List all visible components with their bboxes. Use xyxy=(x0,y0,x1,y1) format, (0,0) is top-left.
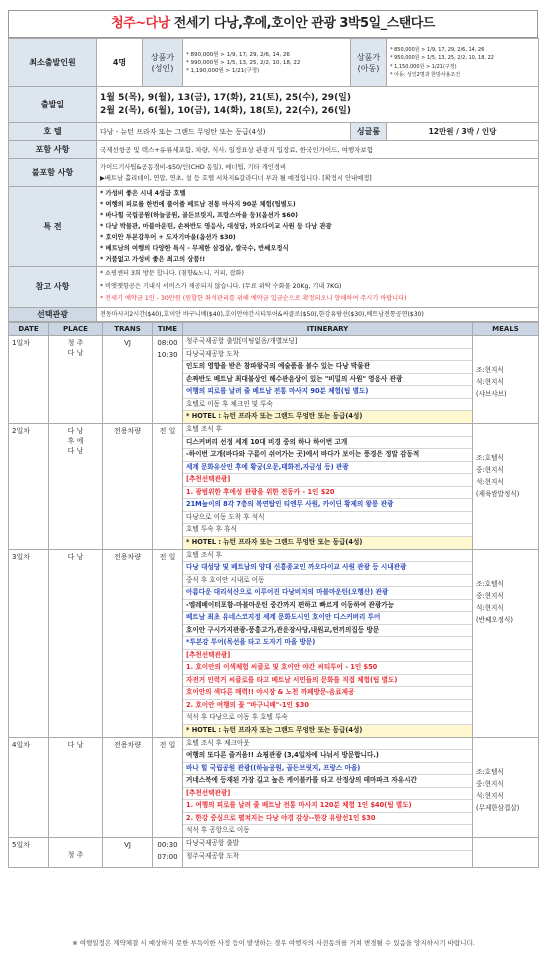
day-transport: 전용차량 xyxy=(103,549,153,737)
day-itinerary xyxy=(183,336,473,424)
feature-item: * 베트남의 여행의 다양한 특식 - 무제한 삼겹살, 쌀국수, 반쎄오정식 xyxy=(100,245,289,252)
itinerary-line: 호텔로 이동 후 체크인 및 투숙 xyxy=(183,399,472,412)
day-time: 00:30 07:00 xyxy=(153,838,183,868)
day-row xyxy=(9,424,539,550)
day-itinerary xyxy=(183,424,473,550)
itinerary-line: 자전거 인력거 씨클로를 타고 베트남 서민들의 문화를 직접 체험(팁 별도) xyxy=(183,675,472,688)
day-place: 청 주 xyxy=(49,838,103,868)
itinerary-line: 1. 호이안의 이색체험 씨클로 및 호이안 야간 씨티투어 - 1인 $50 xyxy=(183,662,472,675)
summary-table xyxy=(8,38,539,322)
day-time: 전 일 xyxy=(153,424,183,550)
reference-label: 참고 사항 xyxy=(9,267,97,308)
title-route: 청주~다낭 xyxy=(111,16,170,31)
day-row xyxy=(9,737,539,838)
day-meals: 조:호텔식 중:현지식 석:현지식 (제육쌈밥정식) xyxy=(473,424,539,550)
itinerary-line: 인도의 영향을 받은 참파왕국의 예술품을 볼수 있는 다낭 박물관 xyxy=(183,361,472,374)
itinerary-line: 1. 여행의 피로를 날려 줄 베트남 전통 마사지 120분 체험 1인 $40(팁 별도) xyxy=(183,800,472,813)
option-tour-label: 선택관광 xyxy=(9,308,97,322)
day-time: 전 일 xyxy=(153,549,183,737)
day-row xyxy=(9,838,539,868)
child-price-item: * 950,000원 > 1/5, 13, 25, 2/2, 10, 18, 22 xyxy=(390,55,494,61)
itinerary-line: 다낭국제공항 도착 xyxy=(183,349,472,362)
hotel-value: 다낭 - 뉴턴 프라자 또는 그랜드 무엉탄 또는 동급(4성) xyxy=(97,123,351,141)
feature-item: * 다낭 박물관, 마블마운틴, 손짜반도 영응사, 대성당, 까오다이교 사원 등 다낭 관광 xyxy=(100,223,332,230)
itinerary-line: 호텔 조식 후 xyxy=(183,550,472,563)
itinerary-line: 1. 광범위한 후에성 관광을 위한 전동카 - 1인 $20 xyxy=(183,487,472,500)
day-date: 3일차 xyxy=(9,549,49,737)
feature-label: 특 전 xyxy=(9,187,97,267)
hotel-line: * HOTEL : 뉴턴 프라자 또는 그랜드 무엉탄 또는 동급(4성) xyxy=(183,411,472,423)
child-price-label: 상품가 (아동) xyxy=(351,39,387,87)
child-price-item: * 850,000원 > 1/9, 17, 29, 2/6, 14, 26 xyxy=(390,46,485,53)
header-date: DATE xyxy=(9,323,49,336)
header-meals: MEALS xyxy=(473,323,539,336)
min-people-value: 4명 xyxy=(97,39,143,87)
itinerary-line: 다낭 대성당 및 베트남의 양대 신흥종교인 까오다이교 사원 관광 등 시내관광 xyxy=(183,562,472,575)
itinerary-line: *투본강 투어(목선을 타고 도자기 마을 방문) xyxy=(183,637,472,650)
feature-item: * 가성비 좋은 시내 4성급 호텔 xyxy=(100,190,186,197)
day-itinerary xyxy=(183,838,473,868)
departure-dates xyxy=(97,87,539,123)
itinerary-line: 청주국제공항 도착 xyxy=(186,851,240,860)
departure-line: 2월 2(목), 6(월), 10(금), 14(화), 18(토), 22(수), 26(일) xyxy=(100,105,351,116)
itinerary-line: 디스커버리 선정 세계 10대 비경 중의 하나 하이번 고개 xyxy=(183,437,472,450)
itinerary-line: 2. 한강 중심으로 펼쳐지는 다낭 야경 감상--한강 유람선1인 $30 xyxy=(183,813,472,826)
departure-line: 1월 5(목), 9(월), 13(금), 17(화), 21(토), 25(수), 29(일) xyxy=(100,92,351,103)
itinerary-line: 아름다운 대리석산으로 이루어진 다낭비치의 마블마운틴(오행산) 관광 xyxy=(183,587,472,600)
exclude-item: 가이드기사팁&공동경비-$50/인(CHD 동일), 매너팁, 기타 개인경비 xyxy=(100,163,287,171)
reference-item: * 쇼핑센터 3회 방문 합니다. (침향&노니, 커피, 잡화) xyxy=(100,270,244,278)
header-trans: TRANS xyxy=(103,323,153,336)
adult-price-item: * 890,000원 > 1/9, 17, 29, 2/6, 14, 26 xyxy=(186,51,290,58)
day-itinerary xyxy=(183,549,473,737)
itinerary-line: -하이번 고개(바다와 구름이 쉬어가는 곳)에서 바다가 보이는 풍경은 정말 감동적 xyxy=(183,449,472,462)
itinerary-line: 21M높이의 8각 7층의 복연탑인 티엔무 사원, 카이딘 황제의 왕릉 관광 xyxy=(183,499,472,512)
itinerary-table xyxy=(8,322,539,868)
child-price-item: * 아동: 성인2명과 한방사용조건 xyxy=(390,72,461,78)
reference-list xyxy=(97,267,539,308)
itinerary-line: 바나 힐 국립공원 관광((하늘공원, 골든브릿지, 프랑스 마을) xyxy=(183,763,472,776)
itinerary-line: 다낭으로 이동 도착 후 석식 xyxy=(183,512,472,525)
itinerary-line: 청주국제공항 출발[미팅없음/개별보딩] xyxy=(183,336,472,349)
day-place: 다 낭 후 에 다 낭 xyxy=(49,424,103,550)
option-tour-value: 전동마사지2시간($40),호이안 바구니배($40),호이안야간시티투어&씨클로($50),한강유람선($30),베트남전통공연($30) xyxy=(97,308,539,322)
header-itinerary: ITINERARY xyxy=(183,323,473,336)
day-row xyxy=(9,549,539,737)
day-transport: 전용차량 xyxy=(103,424,153,550)
itinerary-line: 호텔 투숙 후 휴식 xyxy=(183,524,472,537)
itinerary-line: [추천선택관광] xyxy=(183,650,472,663)
itinerary-line: 다낭국제공항 출발 xyxy=(183,838,472,851)
hotel-line: * HOTEL : 뉴턴 프라자 또는 그랜드 무엉탄 또는 동급(4성) xyxy=(183,537,472,549)
itinerary-line: 2. 호이안 여행의 꽃 "바구니배"-1인 $30 xyxy=(183,700,472,713)
itinerary-line: 호텔 조식 후 xyxy=(183,424,472,437)
reference-item: * 비엣젯항공은 기내식 서비스가 제공되지 않습니다. (무료 위탁 수화물 20Kg, 기내 7KG) xyxy=(100,282,342,290)
itinerary-line: -엘레베이터포함-마블마운틴 중간까지 편하고 빠르게 이동하여 관광가능 xyxy=(183,600,472,613)
day-transport: VJ xyxy=(103,336,153,424)
day-date: 2일차 xyxy=(9,424,49,550)
day-place: 청 주 다 낭 xyxy=(49,336,103,424)
day-time: 전 일 xyxy=(153,737,183,838)
day-date: 1일차 xyxy=(9,336,49,424)
itinerary-line: 거네스북에 등재된 가장 길고 높은 케이블카를 타고 산정상의 테마파크 자유시간 xyxy=(183,775,472,788)
feature-item: * 거품없고 가성비 좋은 최고의 상품!! xyxy=(100,256,206,263)
min-people-label: 최소출발인원 xyxy=(9,39,97,87)
day-date: 4일차 xyxy=(9,737,49,838)
day-itinerary xyxy=(183,737,473,838)
day-meals: 조:현지식 석:현지식 (샤브샤브) xyxy=(473,336,539,424)
feature-item: * 호이안 투본강투어 + 도자기마을(옵션가 $30) xyxy=(100,234,236,241)
itinerary-line: 손짜반도 베트남 최대불상인 해수관음상이 있는 "비밀의 사원" 영응사 관광 xyxy=(183,374,472,387)
adult-price-item: * 1,190,000원 > 1/21(구정) xyxy=(186,67,260,74)
include-value: 국제선항공 및 텍스+유류세포함, 차량, 식사, 일정표상 관광지 입장료, 한국인가이드, 여행자보험 xyxy=(97,141,539,159)
itinerary-line: 석식 후 공항으로 이동 xyxy=(186,826,250,834)
header-place: PLACE xyxy=(49,323,103,336)
feature-item: * 여행의 피로를 한번에 풀어줄 베트남 전통 마사지 90분 체험(팁별도) xyxy=(100,201,296,208)
title-main: 전세기 다낭,후에,호이안 관광 3박5일_스탠다드 xyxy=(169,16,435,31)
page-title xyxy=(8,10,538,38)
itinerary-line: 중식 후 호이안 시내로 이동 xyxy=(183,575,472,588)
reference-item: * 전세기 예약금 1인 - 30만원 (원할한 좌석관리를 위해 예약금 입금순으로 확정되오니 양해하여 주시기 바랍니다) xyxy=(100,295,407,303)
single-room-label: 싱글룸 xyxy=(351,123,387,141)
adult-price-label: 상품가 (성인) xyxy=(143,39,183,87)
day-place: 다 낭 xyxy=(49,737,103,838)
itinerary-line: [추천선택관광] xyxy=(183,474,472,487)
child-price-item: * 1,150,000원 > 1/21(구정) xyxy=(390,63,457,70)
day-meals xyxy=(473,838,539,868)
itinerary-line: [추천선택관광] xyxy=(183,788,472,801)
itinerary-line: 석식 후 다낭으로 이동 후 호텔 투숙 xyxy=(183,712,472,725)
day-transport: 전용차량 xyxy=(103,737,153,838)
itinerary-line: 호텔 조식 후 체크아웃 xyxy=(183,738,472,751)
day-transport: VJ xyxy=(103,838,153,868)
footer-note: ※ 여행일정은 계약체결 시 예상하지 못한 부득이한 사정 등이 발생하는 경우 여행자의 사전동의를 거쳐 변경될 수 있음을 양지하시기 바랍니다. xyxy=(72,939,475,947)
exclude-item: ▶베트남 홀리데이, 연말, 연초, 설 등 호텔 서차지&갈라디너 부과 될 예정입니다. [확정시 안내예정] xyxy=(100,174,372,182)
departure-label: 출발일 xyxy=(9,87,97,123)
itinerary-line: 호이안 구시가지관광-풍흥고가,관운장사당,내원교,떤끼의집등 방문 xyxy=(183,625,472,638)
itinerary-line: 베트남 최초 유네스코지정 세계 문화도시인 호이안 디스커버리 투어 xyxy=(183,612,472,625)
day-date: 5일차 xyxy=(9,838,49,868)
single-room-value: 12만원 / 3박 / 인당 xyxy=(387,123,539,141)
exclude-label: 불포함 사항 xyxy=(9,159,97,187)
page xyxy=(8,10,538,868)
day-place: 다 낭 xyxy=(49,549,103,737)
day-time: 08:00 10:30 xyxy=(153,336,183,424)
adult-price-list xyxy=(183,39,351,87)
exclude-list xyxy=(97,159,539,187)
feature-item: * 바나힐 국립공원(하늘공원, 골든브릿지, 프랑스마을 등)(옵션가 $60) xyxy=(100,212,298,219)
include-label: 포함 사항 xyxy=(9,141,97,159)
day-row xyxy=(9,336,539,424)
header-time: TIME xyxy=(153,323,183,336)
child-price-list xyxy=(387,39,539,87)
itinerary-line: 세계 문화유산인 후에 황궁(오문,태화전,자금성 등) 관광 xyxy=(183,462,472,475)
feature-list xyxy=(97,187,539,267)
hotel-label: 호 텔 xyxy=(9,123,97,141)
hotel-line: * HOTEL : 뉴턴 프라자 또는 그랜드 무엉탄 또는 동급(4성) xyxy=(183,725,472,737)
itinerary-line: 호이안의 색다른 매력!! 야시장 & 노천 까페방문-음료제공 xyxy=(183,687,472,700)
itinerary-line: 여행의 또다른 즐거움!! 쇼핑관광 (3,4일차에 나눠서 방문합니다.) xyxy=(183,750,472,763)
adult-price-item: * 990,000원 > 1/5, 13, 25, 2/2, 10, 18, 22 xyxy=(186,59,301,66)
itinerary-line: 여행의 피로를 날려 줄 베트남 전통 마사지 90분 체험(팁 별도) xyxy=(183,386,472,399)
day-meals: 조:호텔식 중:현지식 석:현지식 (무제한삼겹살) xyxy=(473,737,539,838)
day-meals: 조:호텔식 중:현지식 석:현지식 (반쎄오정식) xyxy=(473,549,539,737)
